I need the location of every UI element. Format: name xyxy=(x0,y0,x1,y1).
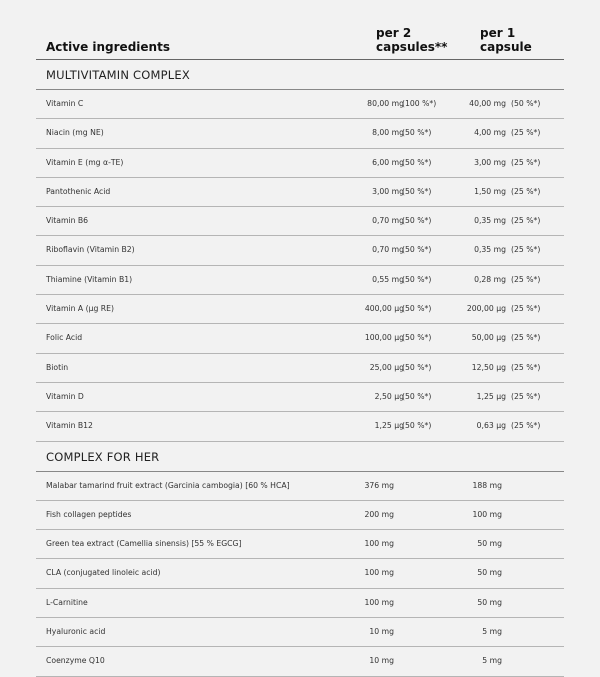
ingredient-name: Thiamine (Vitamin B1) xyxy=(46,274,133,284)
table-row xyxy=(36,236,564,265)
percent-1-capsule: (25 %*) xyxy=(511,333,541,343)
amount-1-capsule: 4,00 mg xyxy=(474,128,506,138)
amount-2-capsules: 100 mg xyxy=(364,539,394,549)
ingredient-name: Green tea extract (Camellia sinensis) [55 % EGCG] xyxy=(46,539,242,549)
amount-2-capsules: 100 mg xyxy=(364,597,394,607)
table-row xyxy=(36,618,564,647)
amount-1-capsule: 0,28 mg xyxy=(474,274,506,284)
table-row xyxy=(36,90,564,119)
table-row xyxy=(36,383,564,412)
nutrition-table xyxy=(36,26,564,677)
amount-2-capsules: 8,00 mg xyxy=(372,128,404,138)
percent-2-capsules: (50 %*) xyxy=(402,186,432,196)
ingredient-name: Fish collagen peptides xyxy=(46,509,132,519)
ingredient-name: Biotin xyxy=(46,362,69,372)
percent-1-capsule: (25 %*) xyxy=(511,421,541,431)
percent-2-capsules: (50 %*) xyxy=(402,274,432,284)
percent-1-capsule: (25 %*) xyxy=(511,274,541,284)
amount-2-capsules: 2,50 µg xyxy=(374,391,404,401)
ingredient-name: Vitamin A (µg RE) xyxy=(46,304,115,314)
amount-2-capsules: 0,70 mg xyxy=(372,216,404,226)
table-row xyxy=(36,354,564,383)
amount-1-capsule: 1,25 µg xyxy=(476,391,506,401)
percent-2-capsules: (100 %*) xyxy=(402,99,437,108)
amount-1-capsule: 0,35 mg xyxy=(474,245,506,255)
ingredient-name: Vitamin D xyxy=(46,391,84,401)
amount-1-capsule: 50,00 µg xyxy=(471,333,506,343)
amount-2-capsules: 200 mg xyxy=(364,509,394,519)
amount-1-capsule: 200,00 µg xyxy=(466,304,506,314)
amount-2-capsules: 0,70 mg xyxy=(372,245,404,255)
percent-1-capsule: (25 %*) xyxy=(511,362,541,372)
table-row xyxy=(36,501,564,530)
amount-1-capsule: 5 mg xyxy=(482,627,502,637)
amount-2-capsules: 10 mg xyxy=(369,656,394,666)
percent-1-capsule: (25 %*) xyxy=(511,157,541,167)
percent-1-capsule: (25 %*) xyxy=(511,216,541,226)
table-row xyxy=(36,412,564,441)
amount-2-capsules: 100,00 µg xyxy=(364,333,404,343)
amount-2-capsules: 25,00 µg xyxy=(369,362,404,372)
ingredient-name: Vitamin B6 xyxy=(46,216,89,226)
amount-2-capsules: 80,00 mg xyxy=(367,99,404,108)
percent-1-capsule: (25 %*) xyxy=(511,128,541,138)
ingredient-name: Hyaluronic acid xyxy=(46,627,106,637)
amount-2-capsules: 100 mg xyxy=(364,568,394,578)
amount-2-capsules: 10 mg xyxy=(369,627,394,637)
percent-1-capsule: (25 %*) xyxy=(511,391,541,401)
ingredient-name: CLA (conjugated linoleic acid) xyxy=(46,568,161,578)
ingredient-name: Folic Acid xyxy=(46,333,83,343)
table-row xyxy=(36,472,564,501)
amount-2-capsules: 400,00 µg xyxy=(364,304,404,314)
percent-1-capsule: (25 %*) xyxy=(511,304,541,314)
amount-2-capsules: 6,00 mg xyxy=(372,157,404,167)
table-row xyxy=(36,149,564,178)
amount-2-capsules: 3,00 mg xyxy=(372,186,404,196)
percent-2-capsules: (50 %*) xyxy=(402,157,432,167)
ingredient-name: Pantothenic Acid xyxy=(46,186,111,196)
table-row xyxy=(36,178,564,207)
section-heading: COMPLEX FOR HER xyxy=(36,442,564,472)
table-row xyxy=(36,589,564,618)
table-row xyxy=(36,530,564,559)
percent-1-capsule: (50 %*) xyxy=(511,99,541,108)
section-heading: MULTIVITAMIN COMPLEX xyxy=(36,60,564,90)
ingredient-name: Coenzyme Q10 xyxy=(46,656,105,666)
amount-1-capsule: 1,50 mg xyxy=(474,186,506,196)
table-row xyxy=(36,324,564,353)
table-row xyxy=(36,266,564,295)
ingredient-name: Malabar tamarind fruit extract (Garcinia cambogia) [60 % HCA] xyxy=(46,480,290,490)
amount-1-capsule: 50 mg xyxy=(477,539,502,549)
header-per-1-capsule: per 1 capsule xyxy=(480,26,532,54)
ingredient-name: Vitamin B12 xyxy=(46,421,93,431)
amount-1-capsule: 50 mg xyxy=(477,597,502,607)
amount-1-capsule: 3,00 mg xyxy=(474,157,506,167)
percent-2-capsules: (50 %*) xyxy=(402,128,432,138)
ingredient-name: Niacin (mg NE) xyxy=(46,128,104,138)
amount-1-capsule: 188 mg xyxy=(472,480,502,490)
percent-2-capsules: (50 %*) xyxy=(402,391,432,401)
amount-1-capsule: 50 mg xyxy=(477,568,502,578)
percent-1-capsule: (25 %*) xyxy=(511,186,541,196)
percent-1-capsule: (25 %*) xyxy=(511,245,541,255)
percent-2-capsules: (50 %*) xyxy=(402,421,432,431)
amount-1-capsule: 0,35 mg xyxy=(474,216,506,226)
ingredient-name: Vitamin E (mg α-TE) xyxy=(46,157,124,167)
table-row xyxy=(36,647,564,676)
table-header xyxy=(36,26,564,60)
percent-2-capsules: (50 %*) xyxy=(402,245,432,255)
amount-1-capsule: 0,63 µg xyxy=(476,421,506,431)
amount-2-capsules: 1,25 µg xyxy=(374,421,404,431)
header-active-ingredients: Active ingredients xyxy=(46,40,170,54)
percent-2-capsules: (50 %*) xyxy=(402,362,432,372)
amount-2-capsules: 0,55 mg xyxy=(372,274,404,284)
table-body xyxy=(36,60,564,677)
ingredient-name: Riboflavin (Vitamin B2) xyxy=(46,245,135,255)
table-row xyxy=(36,295,564,324)
percent-2-capsules: (50 %*) xyxy=(402,216,432,226)
header-per-2-capsules: per 2 capsules** xyxy=(376,26,448,54)
amount-1-capsule: 100 mg xyxy=(472,509,502,519)
percent-2-capsules: (50 %*) xyxy=(402,304,432,314)
percent-2-capsules: (50 %*) xyxy=(402,333,432,343)
amount-1-capsule: 40,00 mg xyxy=(469,99,506,108)
ingredient-name: Vitamin C xyxy=(46,99,84,108)
table-row xyxy=(36,559,564,588)
amount-1-capsule: 12,50 µg xyxy=(471,362,506,372)
amount-2-capsules: 376 mg xyxy=(364,480,394,490)
amount-1-capsule: 5 mg xyxy=(482,656,502,666)
ingredient-name: L-Carnitine xyxy=(46,597,88,607)
table-row xyxy=(36,207,564,236)
table-row xyxy=(36,119,564,148)
